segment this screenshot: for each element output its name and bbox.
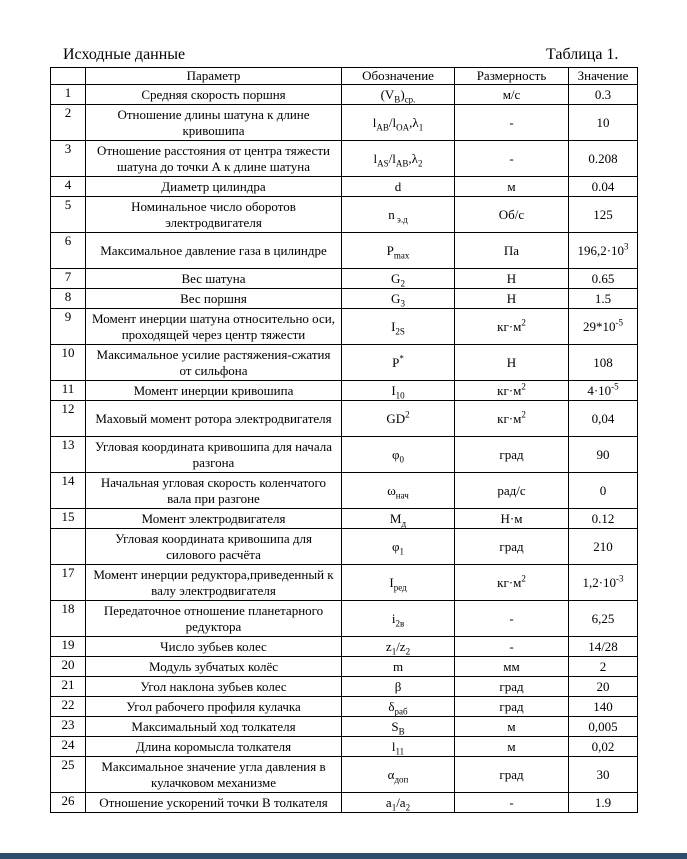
parameter-cell: Угловая координата кривошипа для силового расчёта — [86, 529, 342, 565]
unit-cell: $кг\cdot м^2$ — [455, 381, 569, 401]
parameter-cell: Средняя скорость поршня — [86, 85, 342, 105]
unit-cell: - — [455, 141, 569, 177]
symbol-cell: n $_{э.д}$ — [342, 197, 455, 233]
symbol-cell: $z_1/z_2$ — [342, 637, 455, 657]
parameter-cell: Максимальный ход толкателя — [86, 717, 342, 737]
row-number: 21 — [51, 677, 86, 697]
unit-cell: рад/с — [455, 473, 569, 509]
symbol-cell: $M_д$ — [342, 509, 455, 529]
symbol-cell: $i_{2в}$ — [342, 601, 455, 637]
parameter-cell: Число зубьев колес — [86, 637, 342, 657]
row-number: 10 — [51, 345, 86, 381]
parameter-cell: Вес поршня — [86, 289, 342, 309]
table-row — [51, 793, 638, 813]
table-row — [51, 309, 638, 345]
table-row — [51, 437, 638, 473]
symbol-cell: d — [342, 177, 455, 197]
unit-cell: Н — [455, 269, 569, 289]
table-row — [51, 509, 638, 529]
parameter-cell: Номинальное число оборотов электродвигателя — [86, 197, 342, 233]
row-number: 1 — [51, 85, 86, 105]
table-header-row — [51, 68, 638, 85]
symbol-cell: m — [342, 657, 455, 677]
unit-cell: м — [455, 717, 569, 737]
header-number — [51, 68, 86, 85]
value-cell: $196,2\cdot 10^3$ — [569, 233, 638, 269]
bottom-border — [0, 853, 687, 859]
symbol-cell: $I_{10}$ — [342, 381, 455, 401]
row-number: 5 — [51, 197, 86, 233]
value-cell: 140 — [569, 697, 638, 717]
parameter-cell: Момент инерции шатуна относительно оси, проходящей через центр тяжести — [86, 309, 342, 345]
table-row — [51, 105, 638, 141]
unit-cell: $кг\cdot м^2$ — [455, 401, 569, 437]
row-number: 23 — [51, 717, 86, 737]
unit-cell: град — [455, 757, 569, 793]
symbol-cell: $\varphi_0$ — [342, 437, 455, 473]
symbol-cell: $I_{ред}$ — [342, 565, 455, 601]
value-cell: $1,2\cdot 10^{-3}$ — [569, 565, 638, 601]
table-row — [51, 601, 638, 637]
table-row — [51, 381, 638, 401]
row-number: 18 — [51, 601, 86, 637]
parameter-cell: Модуль зубчатых колёс — [86, 657, 342, 677]
value-cell: 1.5 — [569, 289, 638, 309]
table-row — [51, 177, 638, 197]
symbol-cell: $a_1/a_2$ — [342, 793, 455, 813]
table-row — [51, 757, 638, 793]
unit-cell: Па — [455, 233, 569, 269]
unit-cell: - — [455, 637, 569, 657]
value-cell: 125 — [569, 197, 638, 233]
table-row — [51, 637, 638, 657]
unit-cell: $кг\cdot м^2$ — [455, 309, 569, 345]
table-row — [51, 677, 638, 697]
parameter-cell: Диаметр цилиндра — [86, 177, 342, 197]
table-row — [51, 657, 638, 677]
parameter-cell: Момент электродвигателя — [86, 509, 342, 529]
parameter-cell: Максимальное значение угла давления в кулачковом механизме — [86, 757, 342, 793]
value-cell: 0,04 — [569, 401, 638, 437]
row-number: 24 — [51, 737, 86, 757]
unit-cell: - — [455, 601, 569, 637]
value-cell: 90 — [569, 437, 638, 473]
table-row — [51, 289, 638, 309]
value-cell: $4\cdot 10^{-5}$ — [569, 381, 638, 401]
document-title: Исходные данные — [63, 46, 186, 63]
row-number: 14 — [51, 473, 86, 509]
row-number: 12 — [51, 401, 86, 437]
table-row — [51, 401, 638, 437]
table-row — [51, 197, 638, 233]
row-number: 25 — [51, 757, 86, 793]
unit-cell: мм — [455, 657, 569, 677]
unit-cell: - — [455, 105, 569, 141]
unit-cell: м — [455, 737, 569, 757]
unit-cell: Н·м — [455, 509, 569, 529]
parameter-cell: Маховый момент ротора электродвигателя — [86, 401, 342, 437]
row-number: 13 — [51, 437, 86, 473]
table-row — [51, 697, 638, 717]
symbol-cell: $\alpha_{доп}$ — [342, 757, 455, 793]
parameter-cell: Отношение длины шатуна к длине кривошипа — [86, 105, 342, 141]
value-cell: 0 — [569, 473, 638, 509]
value-cell: 1.9 — [569, 793, 638, 813]
value-cell: 2 — [569, 657, 638, 677]
row-number: 19 — [51, 637, 86, 657]
table-row — [51, 141, 638, 177]
parameter-cell: Максимальное усилие растяжения-сжатия от сильфона — [86, 345, 342, 381]
value-cell: 108 — [569, 345, 638, 381]
unit-cell: - — [455, 793, 569, 813]
parameter-cell: Отношение ускорений точки В толкателя — [86, 793, 342, 813]
value-cell: 6,25 — [569, 601, 638, 637]
value-cell: 20 — [569, 677, 638, 697]
parameter-cell: Угловая координата кривошипа для начала разгона — [86, 437, 342, 473]
row-number: 9 — [51, 309, 86, 345]
symbol-cell: $I_{2S}$ — [342, 309, 455, 345]
table-row — [51, 85, 638, 105]
unit-cell: Н — [455, 289, 569, 309]
row-number: 11 — [51, 381, 86, 401]
table-row — [51, 473, 638, 509]
table-row — [51, 717, 638, 737]
unit-cell: град — [455, 697, 569, 717]
table-label: Таблица 1. — [546, 46, 619, 63]
table-row — [51, 737, 638, 757]
symbol-cell: $G_2$ — [342, 269, 455, 289]
parameter-cell: Вес шатуна — [86, 269, 342, 289]
header-symbol: Обозначение — [342, 68, 455, 85]
row-number: 20 — [51, 657, 86, 677]
table-body — [51, 85, 638, 813]
row-number: 15 — [51, 509, 86, 529]
value-cell: 0.3 — [569, 85, 638, 105]
symbol-cell: $G_3$ — [342, 289, 455, 309]
symbol-cell: $l_{AS}/l_{AB},\lambda_2$ — [342, 141, 455, 177]
row-number: 26 — [51, 793, 86, 813]
value-cell: 0,02 — [569, 737, 638, 757]
header-unit: Размерность — [455, 68, 569, 85]
row-number: 17 — [51, 565, 86, 601]
symbol-cell: $l_{AB}/l_{OA},\lambda_1$ — [342, 105, 455, 141]
symbol-cell: $\omega_{нач}$ — [342, 473, 455, 509]
header-value: Значение — [569, 68, 638, 85]
value-cell: 210 — [569, 529, 638, 565]
table-row — [51, 269, 638, 289]
symbol-cell: $\delta_{раб}$ — [342, 697, 455, 717]
symbol-cell: $S_B$ — [342, 717, 455, 737]
parameter-cell: Максимальное давление газа в цилиндре — [86, 233, 342, 269]
unit-cell: Об/с — [455, 197, 569, 233]
value-cell: 0.65 — [569, 269, 638, 289]
symbol-cell: $\varphi_1$ — [342, 529, 455, 565]
unit-cell: град — [455, 437, 569, 473]
value-cell: 0.04 — [569, 177, 638, 197]
parameter-cell: Длина коромысла толкателя — [86, 737, 342, 757]
row-number: 8 — [51, 289, 86, 309]
unit-cell: м/с — [455, 85, 569, 105]
symbol-cell: P* — [342, 345, 455, 381]
data-table — [50, 67, 638, 813]
header-parameter: Параметр — [86, 68, 342, 85]
symbol-cell: $P_{max}$ — [342, 233, 455, 269]
row-number — [51, 529, 86, 565]
table-row — [51, 233, 638, 269]
table-row — [51, 565, 638, 601]
row-number: 22 — [51, 697, 86, 717]
parameter-cell: Начальная угловая скорость коленчатого вала при разгоне — [86, 473, 342, 509]
value-cell: 0.12 — [569, 509, 638, 529]
symbol-cell: $(V_B)_{ср.}$ — [342, 85, 455, 105]
unit-cell: м — [455, 177, 569, 197]
parameter-cell: Угол рабочего профиля кулачка — [86, 697, 342, 717]
parameter-cell: Момент инерции редуктора,приведенный к валу электродвигателя — [86, 565, 342, 601]
row-number: 4 — [51, 177, 86, 197]
row-number: 3 — [51, 141, 86, 177]
parameter-cell: Момент инерции кривошипа — [86, 381, 342, 401]
value-cell: $29*10^{-5}$ — [569, 309, 638, 345]
symbol-cell: $GD^2$ — [342, 401, 455, 437]
row-number: 2 — [51, 105, 86, 141]
unit-cell: $кг\cdot м^2$ — [455, 565, 569, 601]
value-cell: 10 — [569, 105, 638, 141]
parameter-cell: Отношение расстояния от центра тяжести шатуна до точки А к длине шатуна — [86, 141, 342, 177]
value-cell: 0.208 — [569, 141, 638, 177]
value-cell: 14/28 — [569, 637, 638, 657]
symbol-cell: $l_{11}$ — [342, 737, 455, 757]
value-cell: 0,005 — [569, 717, 638, 737]
unit-cell: град — [455, 677, 569, 697]
row-number: 7 — [51, 269, 86, 289]
table-row — [51, 345, 638, 381]
table-row — [51, 529, 638, 565]
parameter-cell: Передаточное отношение планетарного редуктора — [86, 601, 342, 637]
unit-cell: град — [455, 529, 569, 565]
unit-cell: Н — [455, 345, 569, 381]
row-number: 6 — [51, 233, 86, 269]
symbol-cell: β — [342, 677, 455, 697]
parameter-cell: Угол наклона зубьев колес — [86, 677, 342, 697]
value-cell: 30 — [569, 757, 638, 793]
